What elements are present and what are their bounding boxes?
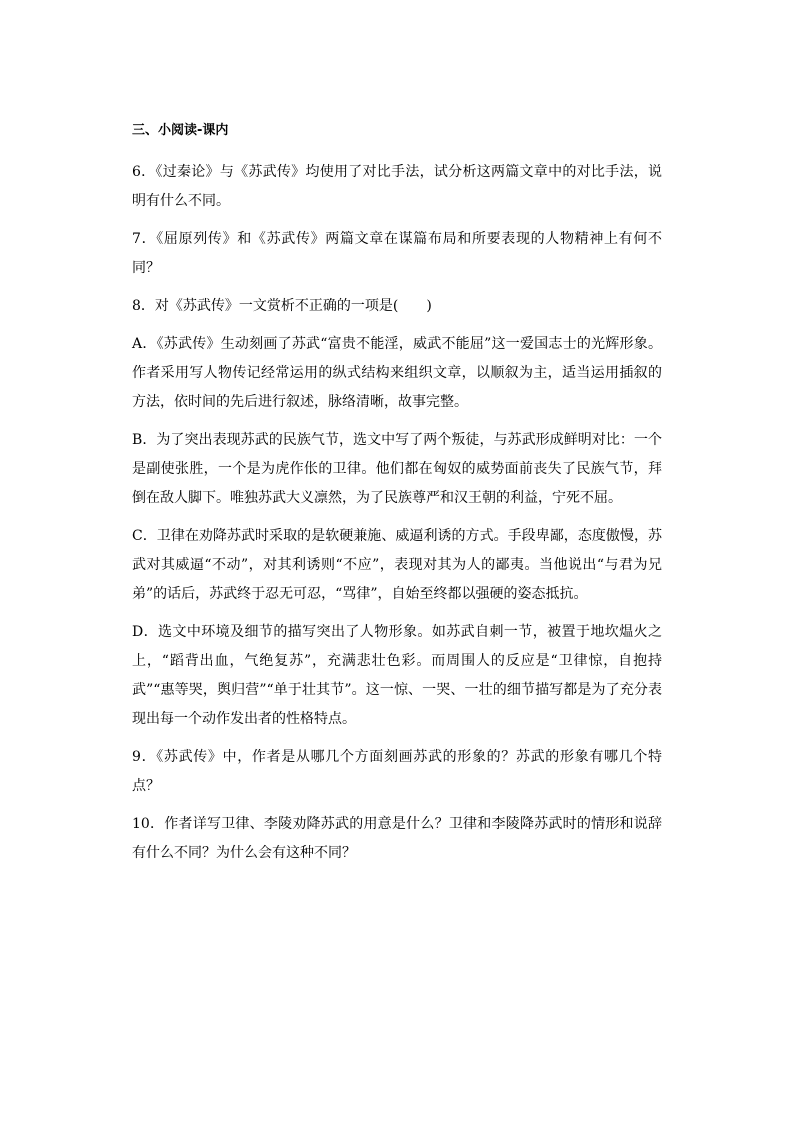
option-text: 为了突出表现苏武的民族气节，选文中写了两个叛徒，与苏武形成鲜明对比：一个是副使张胜，一个是为虎作伥的卫律。他们都在匈奴的威势面前丧失了民族气节，拜倒在敌人脚下。唯独苏武大义凛然，为了民族尊严和汉王朝的利益，宁死不屈。: [132, 432, 662, 506]
option-label: B．: [132, 432, 157, 448]
option-text: 选文中环境及细节的描写突出了人物形象。如苏武自刺一节，被置于地坎煴火之上，“蹈背出血，气绝复苏”，充满悲壮色彩。而周围人的反应是“卫律惊，自抱持武”“惠等哭，舆归营”“单于壮其节”。这一惊、一哭、一壮的细节描写都是为了充分表现出每一个动作发出者的性格特点。: [132, 624, 662, 727]
option-d: [132, 618, 662, 734]
option-label: A．: [132, 336, 157, 352]
question-text: 作者详写卫律、李陵劝降苏武的用意是什么？卫律和李陵降苏武时的情形和说辞有什么不同？为什么会有这种不同？: [132, 816, 662, 861]
question-text: 《屈原列传》和《苏武传》两篇文章在谋篇布局和所要表现的人物精神上有何不同？: [132, 231, 662, 276]
option-b: [132, 426, 662, 513]
question-text: 《过秦论》与《苏武传》均使用了对比手法，试分析这两篇文章中的对比手法，说明有什么不同。: [132, 164, 662, 209]
option-c: [132, 522, 662, 609]
question-8-options: [132, 330, 662, 734]
option-label: C．: [132, 528, 157, 544]
question-8: [132, 292, 662, 321]
option-a: [132, 330, 662, 417]
question-number: 10．: [132, 816, 165, 832]
question-10: [132, 810, 662, 868]
question-9: [132, 743, 662, 801]
document-content: [132, 120, 662, 877]
question-number: 7．: [132, 231, 157, 247]
question-number: 9．: [132, 749, 157, 765]
question-number: 8．: [132, 298, 155, 314]
question-text: 对《苏武传》一文赏析不正确的一项是( ): [154, 298, 432, 314]
option-text: 卫律在劝降苏武时采取的是软硬兼施、威逼利诱的方式。手段卑鄙，态度傲慢，苏武对其威逼“不动”，对其利诱则“不应”，表现对其为人的鄙夷。当他说出“与君为兄弟”的话后，苏武终于忍无可忍，“骂律”，自始至终都以强硬的姿态抵抗。: [132, 528, 662, 602]
question-number: 6．: [132, 164, 156, 180]
option-text: 《苏武传》生动刻画了苏武“富贵不能淫，威武不能屈”这一爱国志士的光辉形象。作者采用写人物传记经常运用的纵式结构来组织文章，以顺叙为主，适当运用插叙的方法，依时间的先后进行叙述，脉络清晰，故事完整。: [132, 336, 662, 410]
section-heading: 三、小阅读-课内: [132, 123, 229, 138]
option-label: D．: [132, 624, 159, 640]
question-text: 《苏武传》中，作者是从哪几个方面刻画苏武的形象的？苏武的形象有哪几个特点？: [132, 749, 662, 794]
question-7: [132, 225, 662, 283]
question-6: [132, 158, 662, 216]
